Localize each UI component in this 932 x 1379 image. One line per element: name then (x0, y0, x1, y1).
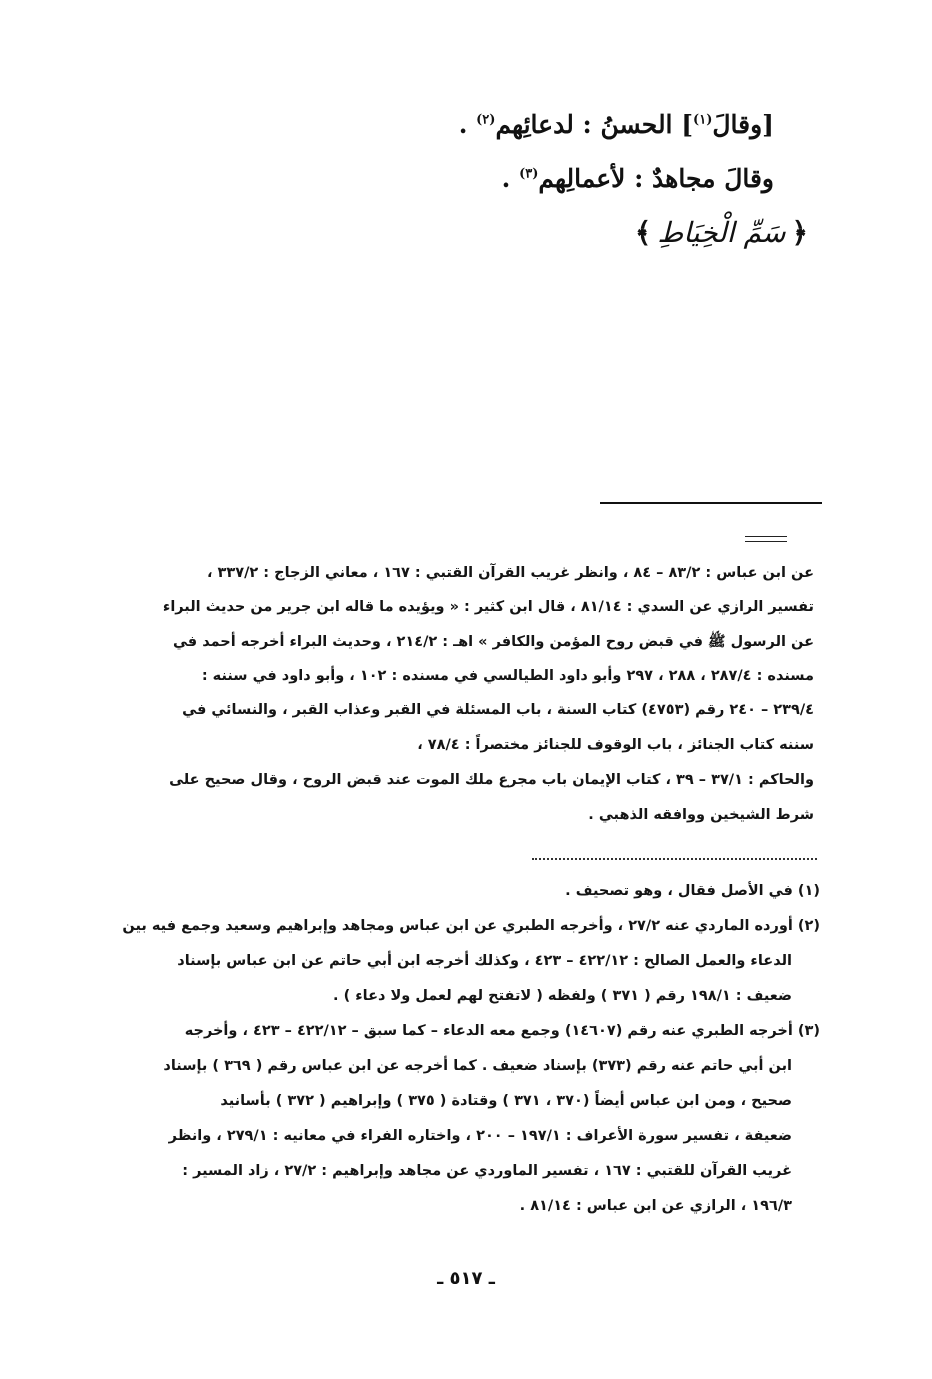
footnote-3-line: ابن أبي حاتم عنه رقم (٣٧٣) بإسناد ضعيف . كما أخرجه عن ابن عباس رقم ( ٣٦٩ ) بإسناد (163, 1058, 792, 1074)
footnote-separator-line (600, 502, 822, 504)
quran-bracket-close: ﴾ (634, 216, 652, 249)
footnote-3-line: صحيح ، ومن ابن عباس أيضاً (٣٧٠ ، ٣٧١ ) وقتادة ( ٣٧٥ ) وإبراهيم ( ٣٧٢ ) بأسانيد (220, 1093, 792, 1109)
footnote-ref-2: (٢) (476, 112, 496, 128)
continuation-footnote-line: عن الرسول ﷺ في قبض روح المؤمن والكافر » اهـ : ٢١٤/٢ ، وحديث البراء أخرجه أحمد في (172, 634, 814, 650)
footnote-2-line: ضعيف : ١٩٨/١ رقم ( ٣٧١ ) ولفظه ( لاتفتح لهم لعمل ولا دعاء ) . (333, 988, 792, 1004)
footnote-3-line: ضعيفة ، تفسير سورة الأعراف : ١٩٧/١ – ٢٠٠ ، واختاره الفراء في معانيه : ٢٧٩/١ ، وانظر (168, 1128, 792, 1144)
main-text-mujahid-saying: وقالَ مجاهدٌ : لأعمالِهم (538, 164, 774, 193)
quran-phrase-text: سَمِّ الْخِيَاطِ (657, 216, 786, 249)
continuation-footnote-line: والحاكم : ٣٧/١ – ٣٩ ، كتاب الإيمان باب مجرع ملك الموت عند قبض الروح ، وقال صحيح على (169, 772, 814, 788)
quran-phrase-heading (629, 216, 814, 249)
main-text-line-2-end: . (501, 164, 520, 193)
footnote-3-line: غريب القرآن للقتبي : ١٦٧ ، تفسير الماوردي عن مجاهد وإبراهيم : ٢٧/٢ ، زاد المسير : (182, 1163, 792, 1179)
quran-bracket-open: ﴿ (791, 216, 808, 249)
main-text-line-1 (459, 112, 774, 137)
continuation-footnote-line: عن ابن عباس : ٨٣/٢ – ٨٤ ، وانظر غريب القرآن القتبي : ١٦٧ ، معاني الزجاج : ٣٣٧/٢ ، (206, 565, 814, 581)
footnote-3-line: (٣) أخرجه الطبري عنه رقم (١٤٦٠٧) وجمع معه الدعاء – كما سبق – ٤٢٢/١٢ – ٤٢٣ ، وأخرجه (184, 1023, 820, 1039)
footnote-3-line: ١٩٦/٣ ، الرازي عن ابن عباس : ٨١/١٤ . (519, 1198, 792, 1214)
main-text-hasan-saying: ] الحسنُ : لدعائِهم (495, 110, 694, 139)
main-text-line-2 (502, 166, 774, 191)
dotted-separator (532, 858, 817, 860)
continuation-footnote-line: مسنده : ٢٨٧/٤ ، ٢٨٨ ، ٢٩٧ وأبو داود الطيالسي في مسنده : ١٠٢ ، وأبو داود في سننه : (201, 668, 814, 684)
footnote-2-line: الدعاء والعمل الصالح : ٤٢٢/١٢ – ٤٢٣ ، وكذلك أخرجه ابن أبي حاتم عن ابن عباس بإسناد (177, 953, 792, 969)
page-number: ـ ٥١٧ ـ (437, 1268, 495, 1289)
continuation-footnote-line: شرط الشيخين ووافقه الذهبي . (588, 807, 814, 823)
footnote-ref-3: (٣) (519, 166, 539, 182)
main-text-open-bracket: [ (762, 110, 774, 139)
main-text-word-qala: وقالَ (712, 110, 763, 139)
main-text-line-1-end: . (458, 110, 477, 139)
footnote-1-line: (١) في الأصل فقال ، وهو تصحيف . (565, 883, 820, 899)
continuation-footnote-line: تفسير الرازي عن السدي : ٨١/١٤ ، قال ابن كثير : « ويؤيده ما قاله ابن جرير من حديث البراء (162, 599, 814, 615)
continuation-marker-line (745, 536, 787, 542)
continuation-footnote-line: ٢٣٩/٤ – ٢٤٠ رقم (٤٧٥٣) كتاب السنة ، باب المسئلة في القبر وعذاب القبر ، والنسائي في (182, 702, 814, 718)
footnote-ref-1: (١) (693, 112, 713, 128)
footnote-2-line: (٢) أورده الماردي عنه ٢٧/٢ ، وأخرجه الطبري عن ابن عباس ومجاهد وإبراهيم وسعيد وجمع فيه بين (122, 918, 820, 934)
continuation-footnote-line: سننه كتاب الجنائز ، باب الوقوف للجنائز مختصراً : ٧٨/٤ ، (417, 737, 814, 753)
